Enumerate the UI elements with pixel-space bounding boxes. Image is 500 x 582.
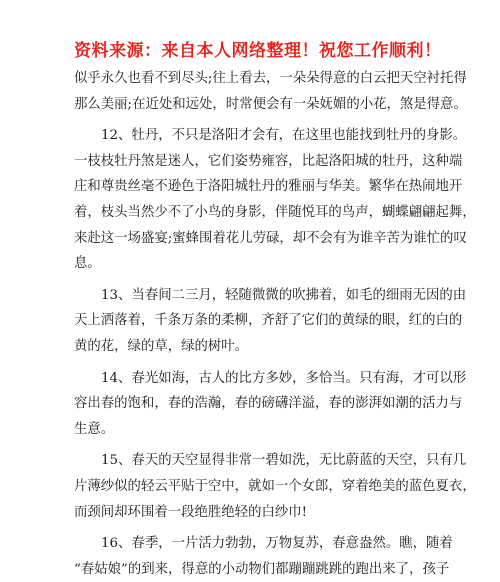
text-line: 13、当春间二三月，轻随微微的吹拂着，如毛的细雨无因的由	[101, 287, 467, 303]
text-line: 生意。	[74, 421, 115, 437]
text-line: 庄和尊贵丝毫不逊色于洛阳城牡丹的雅丽与华美。繁华在热闹地开	[74, 179, 463, 195]
text-line: “春姑娘”的到来，得意的小动物们都蹦蹦跳跳的跑出来了，孩子	[74, 561, 450, 577]
text-line: 16、春季，一片活力勃勃，万物复苏，春意盎然。瞧，随着	[101, 536, 453, 552]
text-line: 息。	[74, 256, 101, 272]
text-line: 容出春的饱和，春的浩瀚，春的磅礴洋溢，春的澎湃如潮的活力与	[74, 396, 463, 412]
text-line: 15、春天的天空显得非常一碧如洗，无比蔚蓝的天空，只有几	[101, 453, 467, 469]
text-line: 14、春光如海，古人的比方多妙，多恰当。只有海，才可以形	[101, 370, 467, 386]
text-line: 天上洒落着，千条万条的柔柳，齐舒了它们的黄绿的眼，红的白的	[74, 313, 463, 329]
text-line: 黄的花，绿的草，绿的树叶。	[74, 338, 249, 354]
text-line: 似乎永久也看不到尽头;往上看去，一朵朵得意的白云把天空衬托得	[74, 71, 467, 86]
text-line: 着，枝头当然少不了小鸟的身影，伴随悦耳的鸟声，蝴蝶翩翩起舞，	[74, 204, 476, 220]
text-line: 而颈间却环围着一段绝胜绝轻的白纱巾!	[74, 504, 308, 520]
source-header: 资料来源：来自本人网络整理！祝您工作顺利！	[74, 41, 442, 61]
text-line: 片薄纱似的轻云平贴于空中，就如一个女郎，穿着绝美的蓝色夏衣，	[74, 478, 476, 494]
text-line: 12、牡丹，不只是洛阳才会有，在这里也能找到牡丹的身影。	[101, 128, 467, 144]
text-line: 那么美丽;在近处和远处，时常便会有一朵妩媚的小花，煞是得意。	[74, 96, 467, 112]
document-body	[74, 66, 476, 582]
text-line: 一枝枝牡丹煞是迷人，它们姿势雍容，比起洛阳城的牡丹，这种端	[74, 153, 463, 169]
text-line: 来赴这一场盛宴;蜜蜂围着花儿劳碌，却不会有为谁辛苦为谁忙的叹	[74, 230, 467, 246]
